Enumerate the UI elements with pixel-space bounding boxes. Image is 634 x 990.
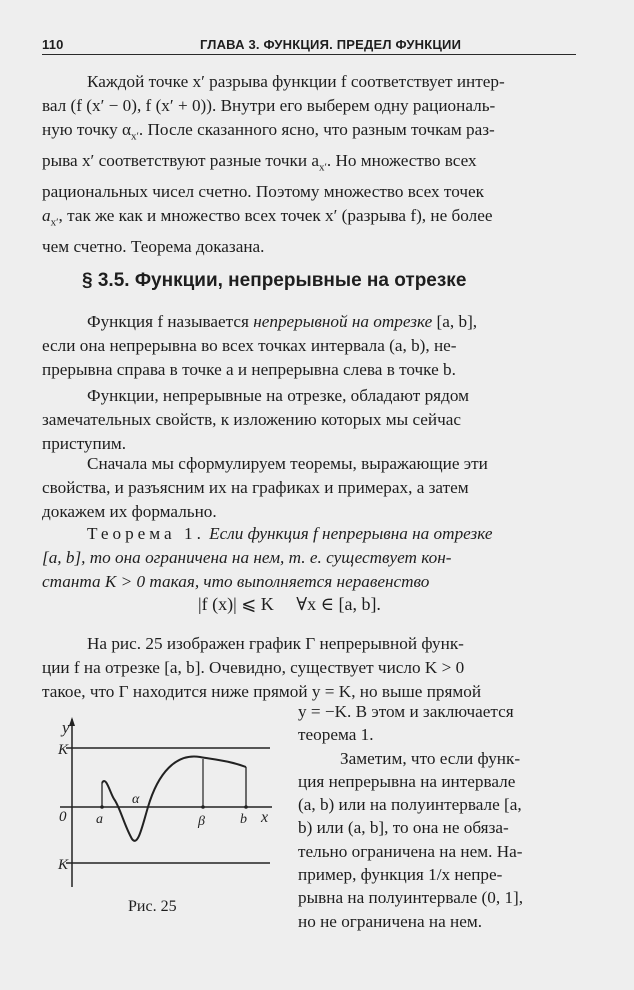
text-line: пример, функция 1/x непре- <box>298 865 503 885</box>
text-line: рыва x′ соответствуют разные точки a <box>42 151 319 171</box>
label-y: y <box>62 718 70 737</box>
label-K: K <box>58 742 69 758</box>
text-line: вал (f (x′ − 0), f (x′ + 0)). Внутри его выберем одну рациональ- <box>42 96 496 116</box>
point-beta <box>201 805 205 809</box>
text-line: a <box>42 205 51 225</box>
definition-paragraph <box>42 310 576 383</box>
page-number: 110 <box>42 37 64 52</box>
text-line: станта K > 0 такая, что выполняется неравенство <box>42 572 430 592</box>
point-a <box>100 805 104 809</box>
text-line: b) или (a, b], то она не обяза- <box>298 818 509 838</box>
theorem-label: Теорема 1. <box>87 524 205 543</box>
text-line: чем счетно. Теорема доказана. <box>42 236 265 256</box>
text-line: ную точку α <box>42 120 132 140</box>
subscript: x′ <box>319 161 327 174</box>
text-line: Сначала мы сформулируем теоремы, выражающие эти <box>87 454 488 473</box>
label-minus-K: K <box>58 857 69 873</box>
theorem-1 <box>42 522 576 595</box>
text-line: , так же как и множество всех точек x′ (разрыва f), не более <box>58 205 493 225</box>
y-axis-arrow-icon <box>69 717 75 726</box>
properties-paragraph <box>42 384 576 457</box>
text-line: приступим. <box>42 434 127 454</box>
function-graph <box>50 715 282 897</box>
figure-25 <box>50 715 282 897</box>
running-header <box>42 34 576 55</box>
text-line: если она непрерывна во всех точках интервала (a, b), не- <box>42 336 457 356</box>
plan-paragraph <box>42 452 576 525</box>
figure-explanation <box>42 632 576 705</box>
text-line: Если функция f непрерывна на отрезке <box>204 524 493 543</box>
text-line: но не ограничена на нем. <box>298 911 482 931</box>
point-b <box>244 805 248 809</box>
text-line: ция непрерывна на интервале <box>298 771 516 791</box>
text-line: [a, b], <box>432 312 478 331</box>
text-line: y = −K. В этом и заключается <box>298 702 514 721</box>
text-line: тельно ограничена на нем. На- <box>298 841 523 861</box>
text-line: . После сказанного ясно, что разным точкам раз- <box>138 120 495 140</box>
inequality-formula: |f (x)| ⩽ K ∀x ∈ [a, b]. <box>198 594 381 614</box>
label-beta: β <box>198 814 205 829</box>
intro-paragraph <box>42 70 576 259</box>
function-curve <box>102 756 246 840</box>
label-origin: 0 <box>59 809 67 825</box>
text-line: На рис. 25 изображен график Γ непрерывной функ- <box>87 634 464 653</box>
text-line: (a, b) или на полуинтервале [a, <box>298 795 522 815</box>
text-line: теорема 1. <box>298 725 374 745</box>
text-line: рациональных чисел счетно. Поэтому множество всех точек <box>42 181 484 201</box>
label-b: b <box>240 812 247 827</box>
text-line: Функции, непрерывные на отрезке, обладают рядом <box>87 386 469 405</box>
defined-term: непрерывной на отрезке <box>253 312 433 331</box>
text-line: Функция f называется <box>87 312 254 331</box>
figure-caption: Рис. 25 <box>128 898 177 915</box>
side-text <box>298 700 576 933</box>
text-line: Заметим, что если функ- <box>340 748 521 768</box>
text-line: свойства, и разъясним их на графиках и примерах, а затем <box>42 478 469 498</box>
subscript: x′ <box>50 216 59 229</box>
text-line: [a, b], то она ограничена на нем, т. е. существует кон- <box>42 548 452 568</box>
subscript: x′ <box>131 130 139 143</box>
text-line: . Но множество всех <box>326 151 477 171</box>
text-line: докажем их формально. <box>42 502 217 522</box>
text-line: замечательных свойств, к изложению которых мы сейчас <box>42 410 462 430</box>
text-line: прерывна справа в точке a и непрерывна слева в точке b. <box>42 360 456 380</box>
chapter-title: ГЛАВА 3. ФУНКЦИЯ. ПРЕДЕЛ ФУНКЦИИ <box>200 37 462 52</box>
label-a: a <box>96 812 103 827</box>
text-line: рывна на полуинтервале (0, 1], <box>298 888 524 908</box>
section-heading: § 3.5. Функции, непрерывные на отрезке <box>82 270 467 291</box>
label-x: x <box>261 809 269 826</box>
text-line: Каждой точке x′ разрыва функции f соответствует интер- <box>87 72 505 91</box>
label-alpha: α <box>132 792 140 807</box>
text-line: такое, что Γ находится ниже прямой y = K, но выше прямой <box>42 682 482 702</box>
text-line: ции f на отрезке [a, b]. Очевидно, существует число K > 0 <box>42 658 465 678</box>
